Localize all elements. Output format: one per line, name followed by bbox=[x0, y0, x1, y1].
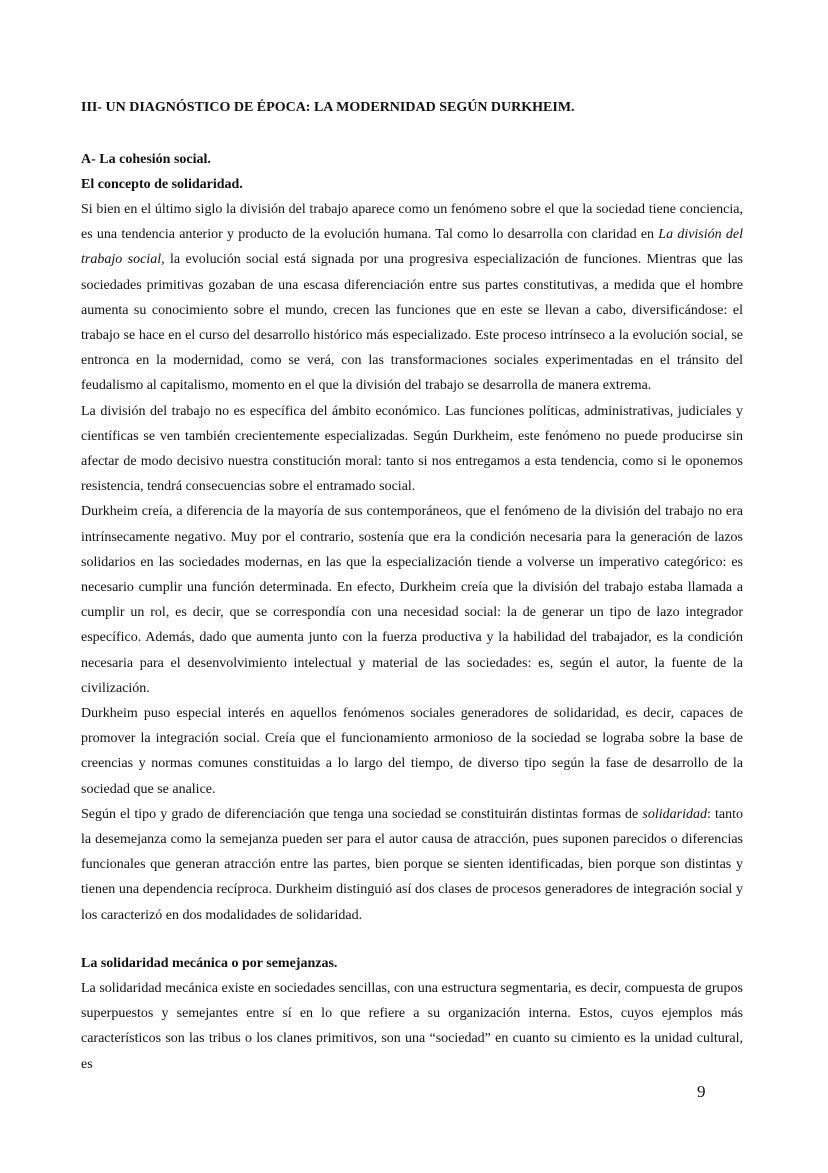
section-heading-cohesion: A- La cohesión social. bbox=[81, 152, 211, 167]
section-spacer bbox=[81, 928, 743, 951]
paragraph-division-of-labor bbox=[81, 197, 743, 399]
paragraph-solidarity-phenomena: Durkheim puso especial interés en aquellos fenómenos sociales generadores de solidaridad, es decir, capaces de promover la integración social. Creía que el funcionamiento armonioso de la sociedad se lograba sobre la base de creencias y normas comunes constituidas a lo largo del tiempo, de diverso tipo según la fase de desarrollo de la sociedad que se analice. bbox=[81, 706, 743, 797]
section-heading-mechanical-solidarity: La solidaridad mecánica o por semejanzas. bbox=[81, 955, 338, 971]
solidarity-italic: solidaridad bbox=[642, 806, 707, 822]
paragraph-mechanical-solidarity: La solidaridad mecánica existe en sociedades sencillas, con una estructura segmentaria, es decir, compuesta de grupos superpuestos y semejantes entre sí en lo que refiere a su organización interna. Estos, cuyos ejemplos más característicos son las tribus o los clanes primitivos, son una “sociedad” en cuanto su cimiento es la unidad cultural, es bbox=[81, 980, 743, 1072]
paragraph-text: Según el tipo y grado de diferenciación que tenga una sociedad se constituirán distintas formas de bbox=[81, 806, 643, 822]
paragraph-text: Si bien en el último siglo la división del trabajo aparece como un fenómeno sobre el que la sociedad tiene conciencia, es una tendencia anterior y producto de la evolución humana. Tal como lo desarrolla con claridad en bbox=[81, 202, 743, 243]
page-number: 9 bbox=[697, 1082, 706, 1101]
subheading-solidarity-concept: El concepto de solidaridad. bbox=[81, 177, 243, 192]
paragraph-durkheim-believed: Durkheim creía, a diferencia de la mayoría de sus contemporáneos, que el fenómeno de la división del trabajo no era intrínsecamente negativo. Muy por el contrario, sostenía que era la condición necesaria para la generación de lazos solidarios en las sociedades modernas, en las que la especialización tiende a volverse un imperativo categórico: es necesario cumplir una función determinada. En efecto, Durkheim creía que la división del trabajo estaba llamada a cumplir un rol, es decir, que se correspondía con una necesidad social: la de generar un tipo de lazo integrador específico. Además, dado que aumenta junto con la fuerza productiva y la habilidad del trabajador, es la condición necesaria para el desenvolvimiento intelectual y material de las sociedades: es, según el autor, la fuente de la civilización. bbox=[81, 504, 743, 696]
paragraph-forms-of-solidarity bbox=[81, 802, 743, 928]
paragraph-text: , la evolución social está signada por una progresiva especialización de funciones. Mientras que las sociedades primitivas gozaban de una escasa diferenciación entre sus partes constitutivas, a medida que el hombre aumenta su conocimiento sobre el mundo, crecen las funciones que en este se llevan a cabo, diversificándose: el trabajo se hace en el curso del desarrollo histórico más especializado. Este proceso intrínseco a la evolución social, se entronca en la modernidad, como se verá, con las transformaciones sociales experimentadas en el tránsito del feudalismo al capitalismo, momento en el que la división del trabajo se desarrolla de manera extrema. bbox=[81, 252, 744, 394]
page-content bbox=[81, 95, 743, 1077]
chapter-title: III- UN DIAGNÓSTICO DE ÉPOCA: LA MODERNIDAD SEGÚN DURKHEIM. bbox=[81, 100, 575, 115]
paragraph-text: : tanto la desemejanza como la semejanza pueden ser para el autor causa de atracción, pues suponen parecidos o diferencias funcionales que generan atracción entre las partes, bien porque se sienten identificadas, bien porque son distintas y tienen una dependencia recíproca. Durkheim distinguió así dos clases de procesos generadores de integración social y los caracterizó en dos modalidades de solidaridad. bbox=[81, 806, 743, 923]
book-title-italic: La división del trabajo social bbox=[81, 227, 743, 268]
paragraph-not-economic: La división del trabajo no es específica del ámbito económico. Las funciones políticas, administrativas, judiciales y científicas se ven también crecientemente especializadas. Según Durkheim, este fenómeno no puede producirse sin afectar de modo decisivo nuestra constitución moral: tanto si nos entregamos a esta tendencia, como si le oponemos resistencia, tendrá consecuencias sobre el entramado social. bbox=[81, 403, 743, 495]
